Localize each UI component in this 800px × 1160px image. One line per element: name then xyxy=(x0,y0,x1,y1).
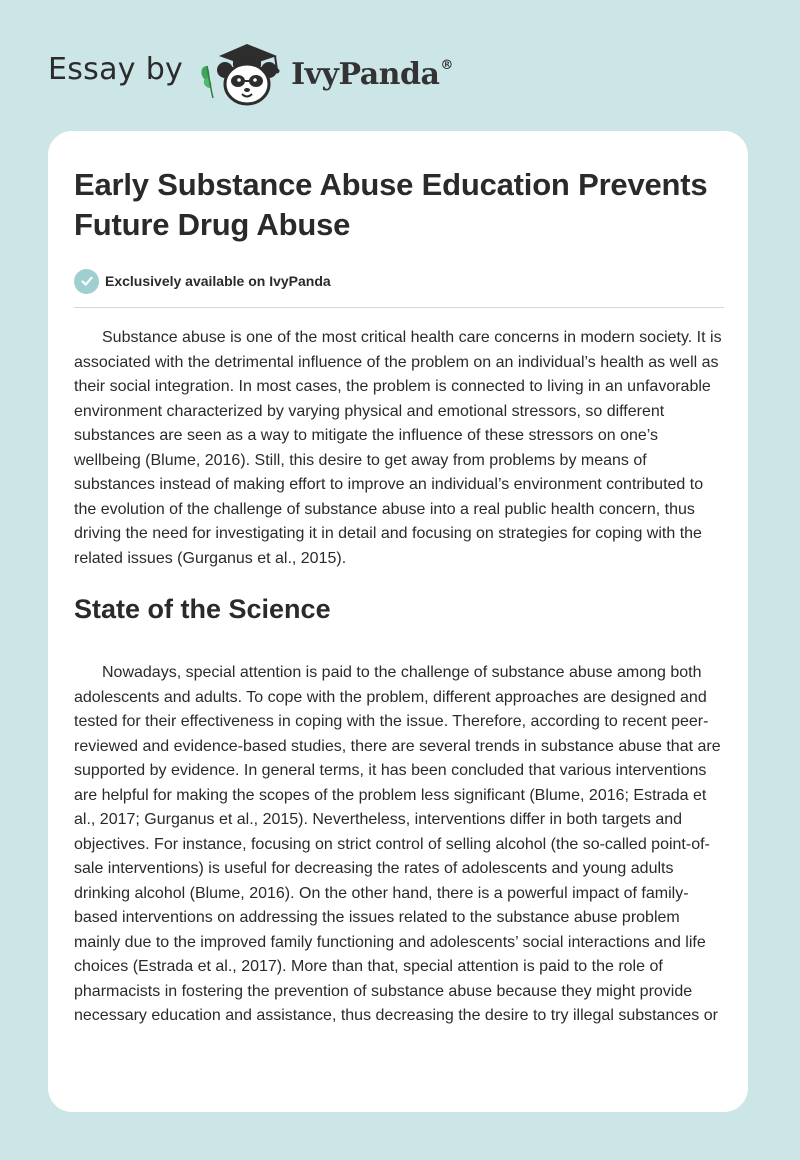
registered-mark: ® xyxy=(440,57,453,73)
essay-title: Early Substance Abuse Education Prevents Future Drug Abuse xyxy=(74,167,708,242)
divider xyxy=(74,307,724,308)
ivy-leaf-icon xyxy=(201,66,213,98)
badge-text: Exclusively available on IvyPanda xyxy=(105,273,331,289)
brand-name[interactable]: IvyPanda® xyxy=(291,56,453,92)
site-header xyxy=(48,36,453,108)
brand-prefix: Essay by xyxy=(48,51,184,87)
paragraph-intro: Substance abuse is one of the most critical health care concerns in modern society. It is associated with the detrimental influence of the problem on an individual’s health as well as their social integration. In most cases, the problem is connected to living in an unfavorable environment characterized by varying physical and emotional stressors, so different substances are seen as a way to mitigate the influence of these stressors on one’s wellbeing (Blume, 2016). Still, this desire to get away from problems by means of substances instead of making effort to improve an individual’s environment contributed to the evolution of the challenge of substance abuse into a real public health concern, thus driving the need for investigating it in detail and focusing on strategies for coping with the related issues (Gurganus et al., 2015). xyxy=(74,329,722,567)
section-heading: State of the Science xyxy=(74,594,331,624)
essay-card xyxy=(48,131,748,1112)
exclusive-badge xyxy=(74,267,724,295)
check-circle-icon xyxy=(74,269,99,294)
paragraph-state-of-science: Nowadays, special attention is paid to the challenge of substance abuse among both adolescents and adults. To cope with the problem, different approaches are designed and tested for their effectiveness in coping with the issue. Therefore, according to recent peer-reviewed and evidence-based studies, there are several trends in substance abuse that are supported by evidence. In general terms, it has been concluded that various interventions are helpful for making the scopes of the problem less significant (Blume, 2016; Estrada et al., 2017; Gurganus et al., 2015). Nevertheless, interventions differ in both targets and objectives. For instance, focusing on strict control of selling alcohol (the so-called point-of-sale interventions) is useful for decreasing the rates of adolescents and young adults drinking alcohol (Blume, 2016). On the other hand, there is a powerful impact of family-based interventions on addressing the issues related to the substance abuse problem mainly due to the improved family functioning and adolescents’ social interactions and life choices (Estrada et al., 2017). More than that, special attention is paid to the role of pharmacists in fostering the prevention of substance abuse because they might provide necessary education and assistance, thus decreasing the desire to try illegal substances or xyxy=(74,664,721,1024)
ivypanda-logo-icon[interactable] xyxy=(197,36,289,108)
essay-content xyxy=(74,165,724,1029)
